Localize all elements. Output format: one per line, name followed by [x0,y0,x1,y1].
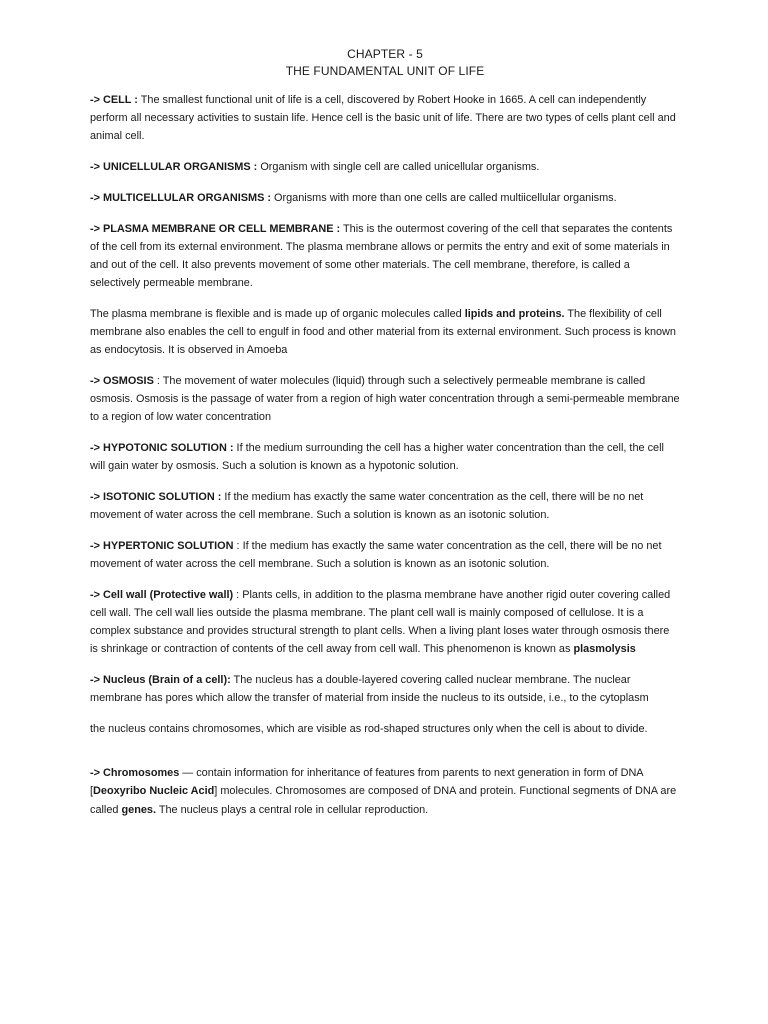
nucleus-term: Nucleus (Brain of a cell): [103,674,231,687]
lipids-proteins-term: lipids and proteins. [464,307,565,320]
plasma-flexible-text-a: The plasma membrane is flexible and is made up of organic molecules called [90,307,465,320]
cell-paragraph [90,91,680,146]
isotonic-term: ISOTONIC SOLUTION : [103,490,222,503]
isotonic-text: If the medium has exactly the same water concentration as the cell, there will be no net movement of water across the cell membrane. Such a solution is known as an isotonic solution. [90,490,644,522]
nucleus-text: The nucleus has a double-layered covering called nuclear membrane. The nuclear membrane has pores which allow the transfer of material from inside the nucleus to its outside, i.e., to the cytoplasm [90,674,649,705]
osmosis-arrow: -> [90,374,104,387]
chromosomes-arrow: -> [90,767,104,780]
plasmolysis-term: plasmolysis [573,643,636,656]
cell-wall-term: Cell wall (Protective wall) [103,588,234,601]
plasma-flexible-text-b: The flexibility of cell membrane also enables the cell to engulf in food and other material from its external environment. Such process is known as endocytosis. It is observed in Amoeba [90,307,676,357]
chromosomes-text-b: ] molecules. Chromosomes are composed of DNA and protein. Functional segments of DNA are called [90,785,677,816]
hypotonic-arrow: -> [90,442,104,455]
unicellular-term: UNICELLULAR ORGANISMS : [103,161,258,174]
cell-wall-arrow: -> [90,588,104,601]
chromosomes-term: Chromosomes [103,767,180,780]
osmosis-term: OSMOSIS [103,374,154,387]
nucleus-chromosomes-paragraph: the nucleus contains chromosomes, which are visible as rod-shaped structures only when the cell is about to divide. [90,722,648,735]
chromosomes-text-c: The nucleus plays a central role in cellular reproduction. [156,803,429,816]
unicellular-paragraph [90,158,680,176]
cell-text: The smallest functional unit of life is a cell, discovered by Robert Hooke in 1665. A cell can independently perform all necessary activities to sustain life. Hence cell is the basic unit of life. There are two types of cells plant cell and animal cell. [90,94,676,143]
cell-term: CELL : [103,94,138,106]
unicellular-arrow: -> [90,161,104,174]
document-page [90,46,680,831]
multicellular-term: MULTICELLULAR ORGANISMS : [103,191,271,204]
plasma-membrane-arrow: -> [90,222,104,235]
multicellular-arrow: -> [90,191,104,204]
hypertonic-paragraph [90,537,680,573]
hypertonic-arrow: -> [90,539,104,552]
chromosomes-text-a: — contain information for inheritance of features from parents to next generation in form of DNA [ [90,767,643,798]
hypertonic-term: HYPERTONIC SOLUTION [103,539,234,552]
chromosomes-paragraph [90,764,680,819]
hypotonic-term: HYPOTONIC SOLUTION : [103,442,234,455]
osmosis-paragraph [90,372,680,427]
isotonic-paragraph [90,488,680,524]
chapter-header [90,46,680,80]
cell-arrow: -> [90,94,104,106]
hypotonic-text: If the medium surrounding the cell has a higher water concentration than the cell, the cell will gain water by osmosis. Such a solution is known as a hypotonic solution. [90,442,664,473]
genes-term: genes. [121,803,156,816]
plasma-membrane-paragraph [90,220,680,293]
plasma-flexible-paragraph [90,305,680,360]
cell-wall-paragraph [90,586,680,659]
hypotonic-paragraph [90,439,680,475]
plasma-membrane-term: PLASMA MEMBRANE OR CELL MEMBRANE : [103,222,341,235]
chapter-title: THE FUNDAMENTAL UNIT OF LIFE [285,64,485,78]
nucleus-arrow: -> [90,674,104,687]
multicellular-text: Organisms with more than one cells are called multiicellular organisms. [271,191,617,204]
multicellular-paragraph [90,189,680,207]
hypertonic-text: : If the medium has exactly the same water concentration as the cell, there will be no net movement of water across the cell membrane. Such a solution is known as an isotonic solution. [90,539,662,571]
isotonic-arrow: -> [90,490,104,503]
osmosis-text: : The movement of water molecules (liquid) through such a selectively permeable membrane is called osmosis. Osmosis is the passage of water from a region of high water concentration through a semi-permeable membrane to a region of low water concentration [90,374,680,424]
cell-wall-text: : Plants cells, in addition to the plasma membrane have another rigid outer covering called cell wall. The cell wall lies outside the plasma membrane. The plant cell wall is mainly composed of cellulose. It is a complex substance and provides structural strength to plant cells. When a living plant loses water through osmosis there is shrinkage or contraction of contents of the cell away from cell wall. This phenomenon is known as [90,588,671,656]
chapter-number: CHAPTER - 5 [347,47,423,61]
plasma-membrane-text: This is the outermost covering of the cell that separates the contents of the cell from its external environment. The plasma membrane allows or permits the entry and exit of some materials in and out of the cell. It also prevents movement of some other materials. The cell membrane, therefore, is called a selectively permeable membrane. [90,222,673,290]
unicellular-text: Organism with single cell are called unicellular organisms. [257,161,540,174]
dna-term: Deoxyribo Nucleic Acid [93,785,215,798]
nucleus-paragraph [90,671,680,707]
